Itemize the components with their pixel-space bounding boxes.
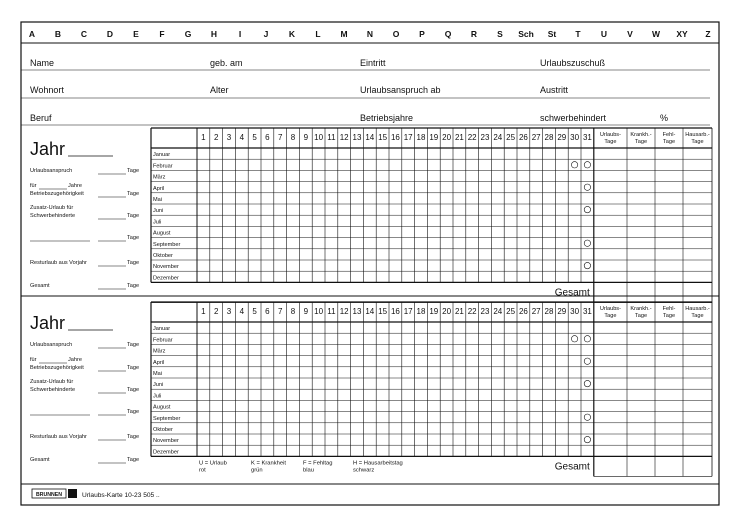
day-number: 17 — [403, 307, 413, 316]
legend-code: U = Urlaub — [199, 460, 227, 467]
day-number: 29 — [557, 307, 567, 316]
month-label: Februar — [153, 337, 173, 344]
summary-header: Fehl- — [662, 132, 676, 138]
day-number: 15 — [378, 133, 388, 142]
index-letter: F — [159, 29, 165, 39]
day-number: 1 — [201, 133, 206, 142]
years-label: Jahre — [68, 357, 82, 363]
days-label: Tage — [127, 168, 140, 174]
day-number: 12 — [339, 307, 349, 316]
brand-mark-icon — [68, 489, 77, 498]
month-label: Februar — [153, 163, 173, 170]
day-number: 6 — [265, 307, 270, 316]
index-letter: Z — [705, 29, 711, 39]
day-number: 28 — [544, 307, 554, 316]
index-letter: K — [288, 29, 296, 39]
index-letter: S — [497, 29, 503, 39]
day-number: 2 — [213, 133, 219, 142]
invalid-day-marker — [584, 380, 590, 386]
month-label: Januar — [153, 152, 171, 159]
month-label: März — [153, 174, 166, 181]
day-number: 13 — [352, 307, 362, 316]
month-label: September — [153, 415, 181, 422]
index-letter: E — [133, 29, 139, 39]
extra-leave-label: Zusatz-Urlaub für — [30, 205, 74, 211]
company-years-label: Betriebsjahre — [360, 113, 414, 123]
day-number: 8 — [290, 307, 296, 316]
day-number: 24 — [493, 307, 503, 316]
index-letter: W — [651, 29, 661, 39]
day-number: 14 — [365, 133, 375, 142]
summary-header: Tage — [662, 139, 676, 145]
index-letter: Sch — [518, 29, 534, 39]
day-number: 22 — [467, 307, 477, 316]
summary-header: Tage — [634, 139, 648, 145]
entry-date-label: Eintritt — [360, 58, 386, 68]
day-number: 27 — [531, 133, 541, 142]
index-letter: T — [575, 29, 581, 39]
month-label: August — [153, 230, 171, 237]
days-label: Tage — [127, 387, 140, 393]
remaining-leave-label: Resturlaub aus Vorjahr — [30, 260, 87, 266]
days-label: Tage — [127, 213, 140, 219]
month-label: Mai — [153, 371, 163, 377]
day-number: 12 — [339, 133, 349, 142]
entitlement-from-label: Urlaubsanspruch ab — [360, 85, 441, 95]
index-letter: U — [600, 29, 608, 39]
summary-header: Urlaubs- — [599, 132, 621, 138]
remaining-leave-label: Resturlaub aus Vorjahr — [30, 434, 87, 440]
index-letter: O — [392, 29, 400, 39]
index-letter: G — [184, 29, 192, 39]
month-label: Oktober — [153, 427, 173, 433]
total-label: Gesamt — [30, 457, 50, 463]
day-number: 21 — [454, 133, 464, 142]
day-number: 18 — [416, 133, 426, 142]
days-label: Tage — [127, 365, 140, 371]
residence-label: Wohnort — [30, 85, 64, 95]
day-number: 24 — [493, 133, 503, 142]
summary-header: Fehl- — [662, 306, 676, 312]
day-number: 30 — [570, 307, 580, 316]
day-number: 31 — [582, 307, 592, 316]
invalid-day-marker — [584, 240, 590, 246]
seniority-label: Betriebszugehörigkeit — [30, 365, 84, 371]
day-number: 11 — [327, 133, 336, 142]
summary-header: Tage — [604, 139, 617, 145]
form-title: Urlaubs-Karte 10-23 505 .. — [82, 492, 160, 499]
year-label: Jahr — [30, 139, 66, 159]
job-label: Beruf — [30, 113, 52, 123]
index-letter: Q — [444, 29, 452, 39]
invalid-day-marker — [584, 162, 590, 168]
summary-header: Hausarb.- — [685, 132, 710, 138]
day-number: 2 — [213, 307, 219, 316]
month-label: November — [153, 438, 179, 445]
year-label: Jahr — [30, 313, 66, 333]
day-number: 7 — [277, 133, 283, 142]
day-number: 21 — [454, 307, 464, 316]
vacation-claim-label: Urlaubsanspruch — [30, 168, 73, 174]
summary-header: Krankh.- — [630, 132, 652, 138]
summary-header: Tage — [634, 313, 648, 319]
summary-header: Krankh.- — [630, 306, 652, 312]
month-label: Oktober — [153, 253, 173, 259]
days-label: Tage — [127, 434, 140, 440]
summary-header: Tage — [691, 313, 704, 319]
days-label: Tage — [127, 235, 140, 241]
day-number: 8 — [290, 133, 296, 142]
seniority-label: Betriebszugehörigkeit — [30, 191, 84, 197]
day-number: 3 — [226, 307, 232, 316]
legend-code: F = Fehltag — [303, 460, 333, 467]
severely-disabled-leave-label: Schwerbehinderte — [30, 387, 76, 393]
summary-header: Tage — [604, 313, 617, 319]
for-label: für — [30, 183, 37, 189]
month-label: Mai — [153, 197, 163, 203]
day-number: 25 — [506, 307, 516, 316]
day-number: 3 — [226, 133, 232, 142]
invalid-day-marker — [584, 436, 590, 442]
percent-label: % — [660, 113, 669, 123]
total-label: Gesamt — [30, 283, 50, 289]
invalid-day-marker — [584, 336, 590, 342]
day-number: 11 — [327, 307, 336, 316]
index-letter: D — [106, 29, 114, 39]
birth-date-label: geb. am — [210, 58, 243, 68]
day-number: 9 — [303, 133, 309, 142]
index-letter: V — [627, 29, 633, 39]
day-number: 7 — [277, 307, 283, 316]
day-number: 23 — [480, 307, 490, 316]
grid-total-label: Gesamt — [554, 461, 590, 473]
name-label: Name — [30, 58, 55, 68]
invalid-day-marker — [584, 262, 590, 268]
day-number: 5 — [252, 307, 257, 316]
month-label: September — [153, 241, 181, 248]
day-number: 4 — [239, 133, 245, 142]
month-label: April — [153, 185, 165, 192]
index-letter: N — [366, 29, 374, 39]
day-number: 20 — [442, 133, 452, 142]
index-letter: St — [547, 29, 557, 39]
day-number: 26 — [518, 133, 528, 142]
day-number: 25 — [506, 133, 516, 142]
day-number: 22 — [467, 133, 477, 142]
day-number: 26 — [518, 307, 528, 316]
day-number: 1 — [201, 307, 206, 316]
index-letter: B — [54, 29, 62, 39]
index-letter: L — [315, 29, 321, 39]
days-label: Tage — [127, 283, 140, 289]
day-number: 4 — [239, 307, 245, 316]
day-number: 30 — [570, 133, 580, 142]
days-label: Tage — [127, 457, 140, 463]
day-number: 9 — [303, 307, 309, 316]
month-label: Juli — [153, 393, 162, 400]
day-number: 19 — [429, 307, 439, 316]
invalid-day-marker — [584, 184, 590, 190]
for-label: für — [30, 357, 37, 363]
day-number: 16 — [390, 133, 400, 142]
extra-leave-label: Zusatz-Urlaub für — [30, 379, 74, 385]
summary-header: Urlaubs- — [599, 306, 621, 312]
index-letter: A — [28, 29, 36, 39]
index-letter: C — [80, 29, 88, 39]
day-number: 18 — [416, 307, 426, 316]
vacation-bonus-label: Urlaubszuschuß — [540, 58, 606, 68]
month-label: August — [153, 404, 171, 411]
invalid-day-marker — [571, 162, 577, 168]
years-label: Jahre — [68, 183, 82, 189]
month-label: Dezember — [153, 275, 179, 282]
summary-header: Tage — [662, 313, 676, 319]
month-label: Dezember — [153, 449, 179, 456]
day-number: 29 — [557, 133, 567, 142]
month-label: Juni — [153, 382, 164, 389]
index-letter: M — [340, 29, 348, 39]
day-number: 10 — [314, 133, 324, 142]
index-letter: H — [210, 29, 218, 39]
vacation-claim-label: Urlaubsanspruch — [30, 342, 73, 348]
day-number: 23 — [480, 133, 490, 142]
month-label: Juli — [153, 219, 162, 226]
day-number: 17 — [403, 133, 413, 142]
day-number: 10 — [314, 307, 324, 316]
invalid-day-marker — [584, 358, 590, 364]
day-number: 27 — [531, 307, 541, 316]
days-label: Tage — [127, 260, 140, 266]
summary-header: Tage — [691, 139, 704, 145]
day-number: 20 — [442, 307, 452, 316]
invalid-day-marker — [584, 414, 590, 420]
day-number: 14 — [365, 307, 375, 316]
brand-logo-text: BRUNNEN — [36, 492, 62, 498]
day-number: 13 — [352, 133, 362, 142]
index-letter: J — [263, 29, 269, 39]
legend-color: rot — [199, 467, 206, 474]
month-label: Juni — [153, 208, 164, 215]
month-label: November — [153, 264, 179, 271]
invalid-day-marker — [584, 206, 590, 212]
month-label: April — [153, 359, 165, 366]
index-letter: I — [238, 29, 242, 39]
age-label: Alter — [210, 85, 229, 95]
days-label: Tage — [127, 191, 140, 197]
index-letter: P — [419, 29, 425, 39]
day-number: 31 — [582, 133, 592, 142]
month-label: Januar — [153, 326, 171, 333]
legend-color: grün — [251, 467, 263, 474]
legend-code: K = Krankheit — [251, 460, 286, 467]
month-label: März — [153, 348, 166, 355]
days-label: Tage — [127, 409, 140, 415]
summary-header: Hausarb.- — [685, 306, 710, 312]
legend-code: H = Hausarbeitstag — [353, 460, 403, 467]
day-number: 16 — [390, 307, 400, 316]
legend-color: schwarz — [353, 467, 375, 474]
days-label: Tage — [127, 342, 140, 348]
invalid-day-marker — [571, 336, 577, 342]
exit-date-label: Austritt — [540, 85, 569, 95]
day-number: 6 — [265, 133, 270, 142]
day-number: 28 — [544, 133, 554, 142]
day-number: 5 — [252, 133, 257, 142]
index-letter: XY — [676, 29, 688, 39]
index-letter: R — [470, 29, 478, 39]
day-number: 15 — [378, 307, 388, 316]
day-number: 19 — [429, 133, 439, 142]
legend-color: blau — [303, 467, 314, 474]
severely-disabled-label: schwerbehindert — [540, 113, 607, 123]
severely-disabled-leave-label: Schwerbehinderte — [30, 213, 76, 219]
grid-total-label: Gesamt — [554, 287, 590, 299]
